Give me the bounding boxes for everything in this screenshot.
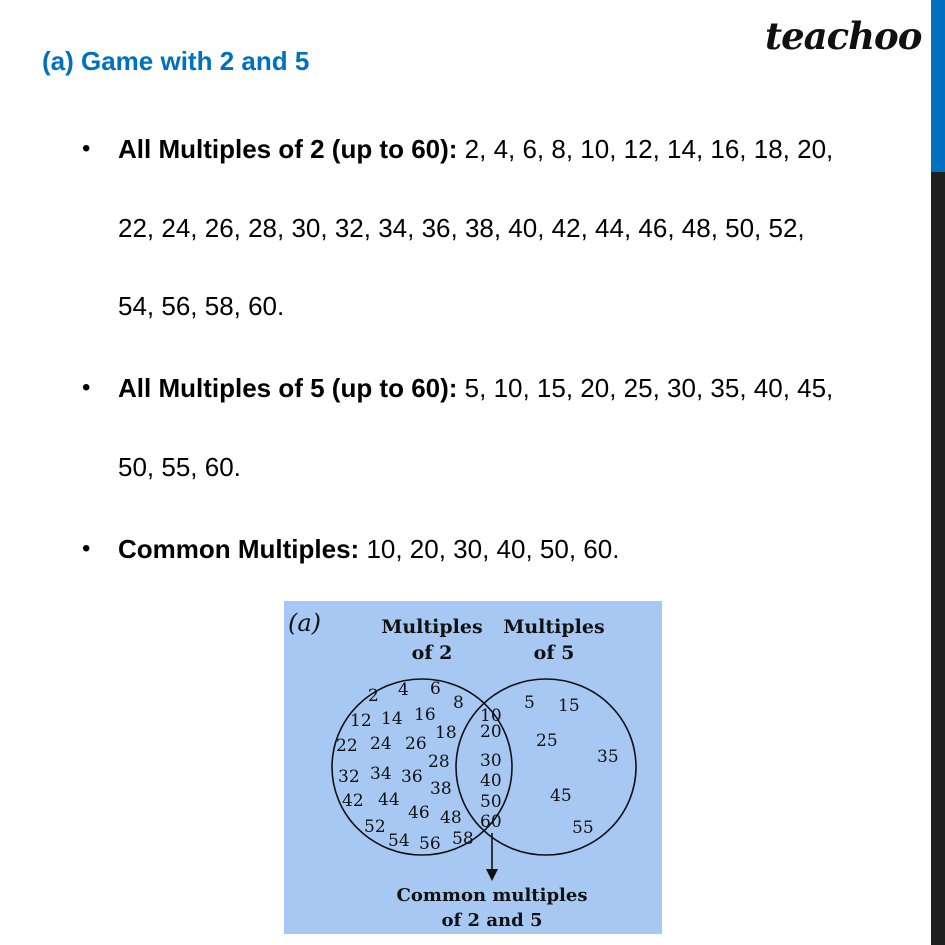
bullet-dot: •	[82, 374, 91, 401]
venn-number: 55	[572, 818, 594, 838]
venn-number: 2	[368, 686, 379, 706]
set-b-title: Multiples	[503, 616, 605, 638]
arrow-head-icon	[486, 869, 498, 881]
venn-number: 35	[597, 747, 619, 767]
bullet-label: All Multiples of 2 (up to 60):	[118, 134, 458, 164]
venn-number: 26	[405, 734, 427, 754]
venn-number: 60	[480, 812, 502, 832]
bullet-line	[118, 534, 619, 565]
venn-number: 38	[430, 779, 452, 799]
bullet-line: 50, 55, 60.	[118, 452, 241, 482]
bullet-text: 2, 4, 6, 8, 10, 12, 14, 16, 18, 20,	[457, 134, 834, 164]
teachoo-logo: teachoo	[765, 14, 922, 58]
bullet-line	[118, 373, 833, 404]
venn-number: 22	[336, 736, 358, 756]
venn-number: 12	[350, 711, 372, 731]
venn-number: 44	[378, 790, 400, 810]
scroll-sidebar[interactable]	[931, 0, 945, 945]
venn-number: 34	[370, 764, 392, 784]
section-heading: (a) Game with 2 and 5	[42, 46, 310, 76]
venn-number: 5	[524, 693, 535, 713]
venn-number: 50	[480, 792, 502, 812]
venn-number: 28	[428, 752, 450, 772]
arrow-label: Common multiples	[396, 885, 588, 906]
venn-number: 45	[550, 786, 572, 806]
only-b-numbers	[524, 693, 619, 838]
venn-number: 46	[408, 803, 430, 823]
venn-number: 14	[381, 709, 403, 729]
panel-label: (a)	[288, 609, 322, 637]
venn-number: 10	[480, 706, 502, 726]
set-a-title: of 2	[411, 642, 453, 664]
venn-number: 30	[480, 751, 502, 771]
venn-number: 54	[388, 831, 410, 851]
scroll-thumb[interactable]	[931, 0, 945, 172]
venn-number: 32	[338, 767, 360, 787]
bullet-label: Common Multiples:	[118, 534, 360, 564]
venn-number: 58	[452, 829, 474, 849]
set-b-title: of 5	[533, 642, 575, 664]
venn-number: 18	[435, 723, 457, 743]
common-numbers	[480, 706, 502, 832]
venn-number: 15	[558, 696, 580, 716]
venn-number: 16	[414, 705, 436, 725]
bullet-line	[118, 134, 833, 165]
bullet-dot: •	[82, 135, 91, 162]
venn-number: 8	[453, 693, 464, 713]
arrow-label: of 2 and 5	[441, 910, 543, 931]
bullet-text: 10, 20, 30, 40, 50, 60.	[359, 534, 620, 564]
venn-number: 52	[364, 817, 386, 837]
venn-diagram	[284, 601, 662, 934]
set-a-title: Multiples	[381, 616, 483, 638]
bullet-text: 5, 10, 15, 20, 25, 30, 35, 40, 45,	[457, 373, 834, 403]
venn-number: 42	[342, 791, 364, 811]
venn-number: 40	[480, 771, 502, 791]
venn-number: 4	[398, 680, 409, 700]
venn-number: 48	[440, 808, 462, 828]
venn-number: 6	[430, 679, 441, 699]
bullet-dot: •	[82, 535, 91, 562]
venn-number: 36	[401, 767, 423, 787]
venn-svg	[284, 601, 662, 934]
venn-number: 20	[480, 722, 502, 742]
bullet-label: All Multiples of 5 (up to 60):	[118, 373, 458, 403]
bullet-line: 22, 24, 26, 28, 30, 32, 34, 36, 38, 40, 42, 44, 46, 48, 50, 52,	[118, 213, 805, 243]
venn-number: 24	[370, 734, 392, 754]
venn-number: 25	[536, 731, 558, 751]
bullet-line: 54, 56, 58, 60.	[118, 291, 285, 321]
venn-number: 56	[419, 834, 441, 854]
